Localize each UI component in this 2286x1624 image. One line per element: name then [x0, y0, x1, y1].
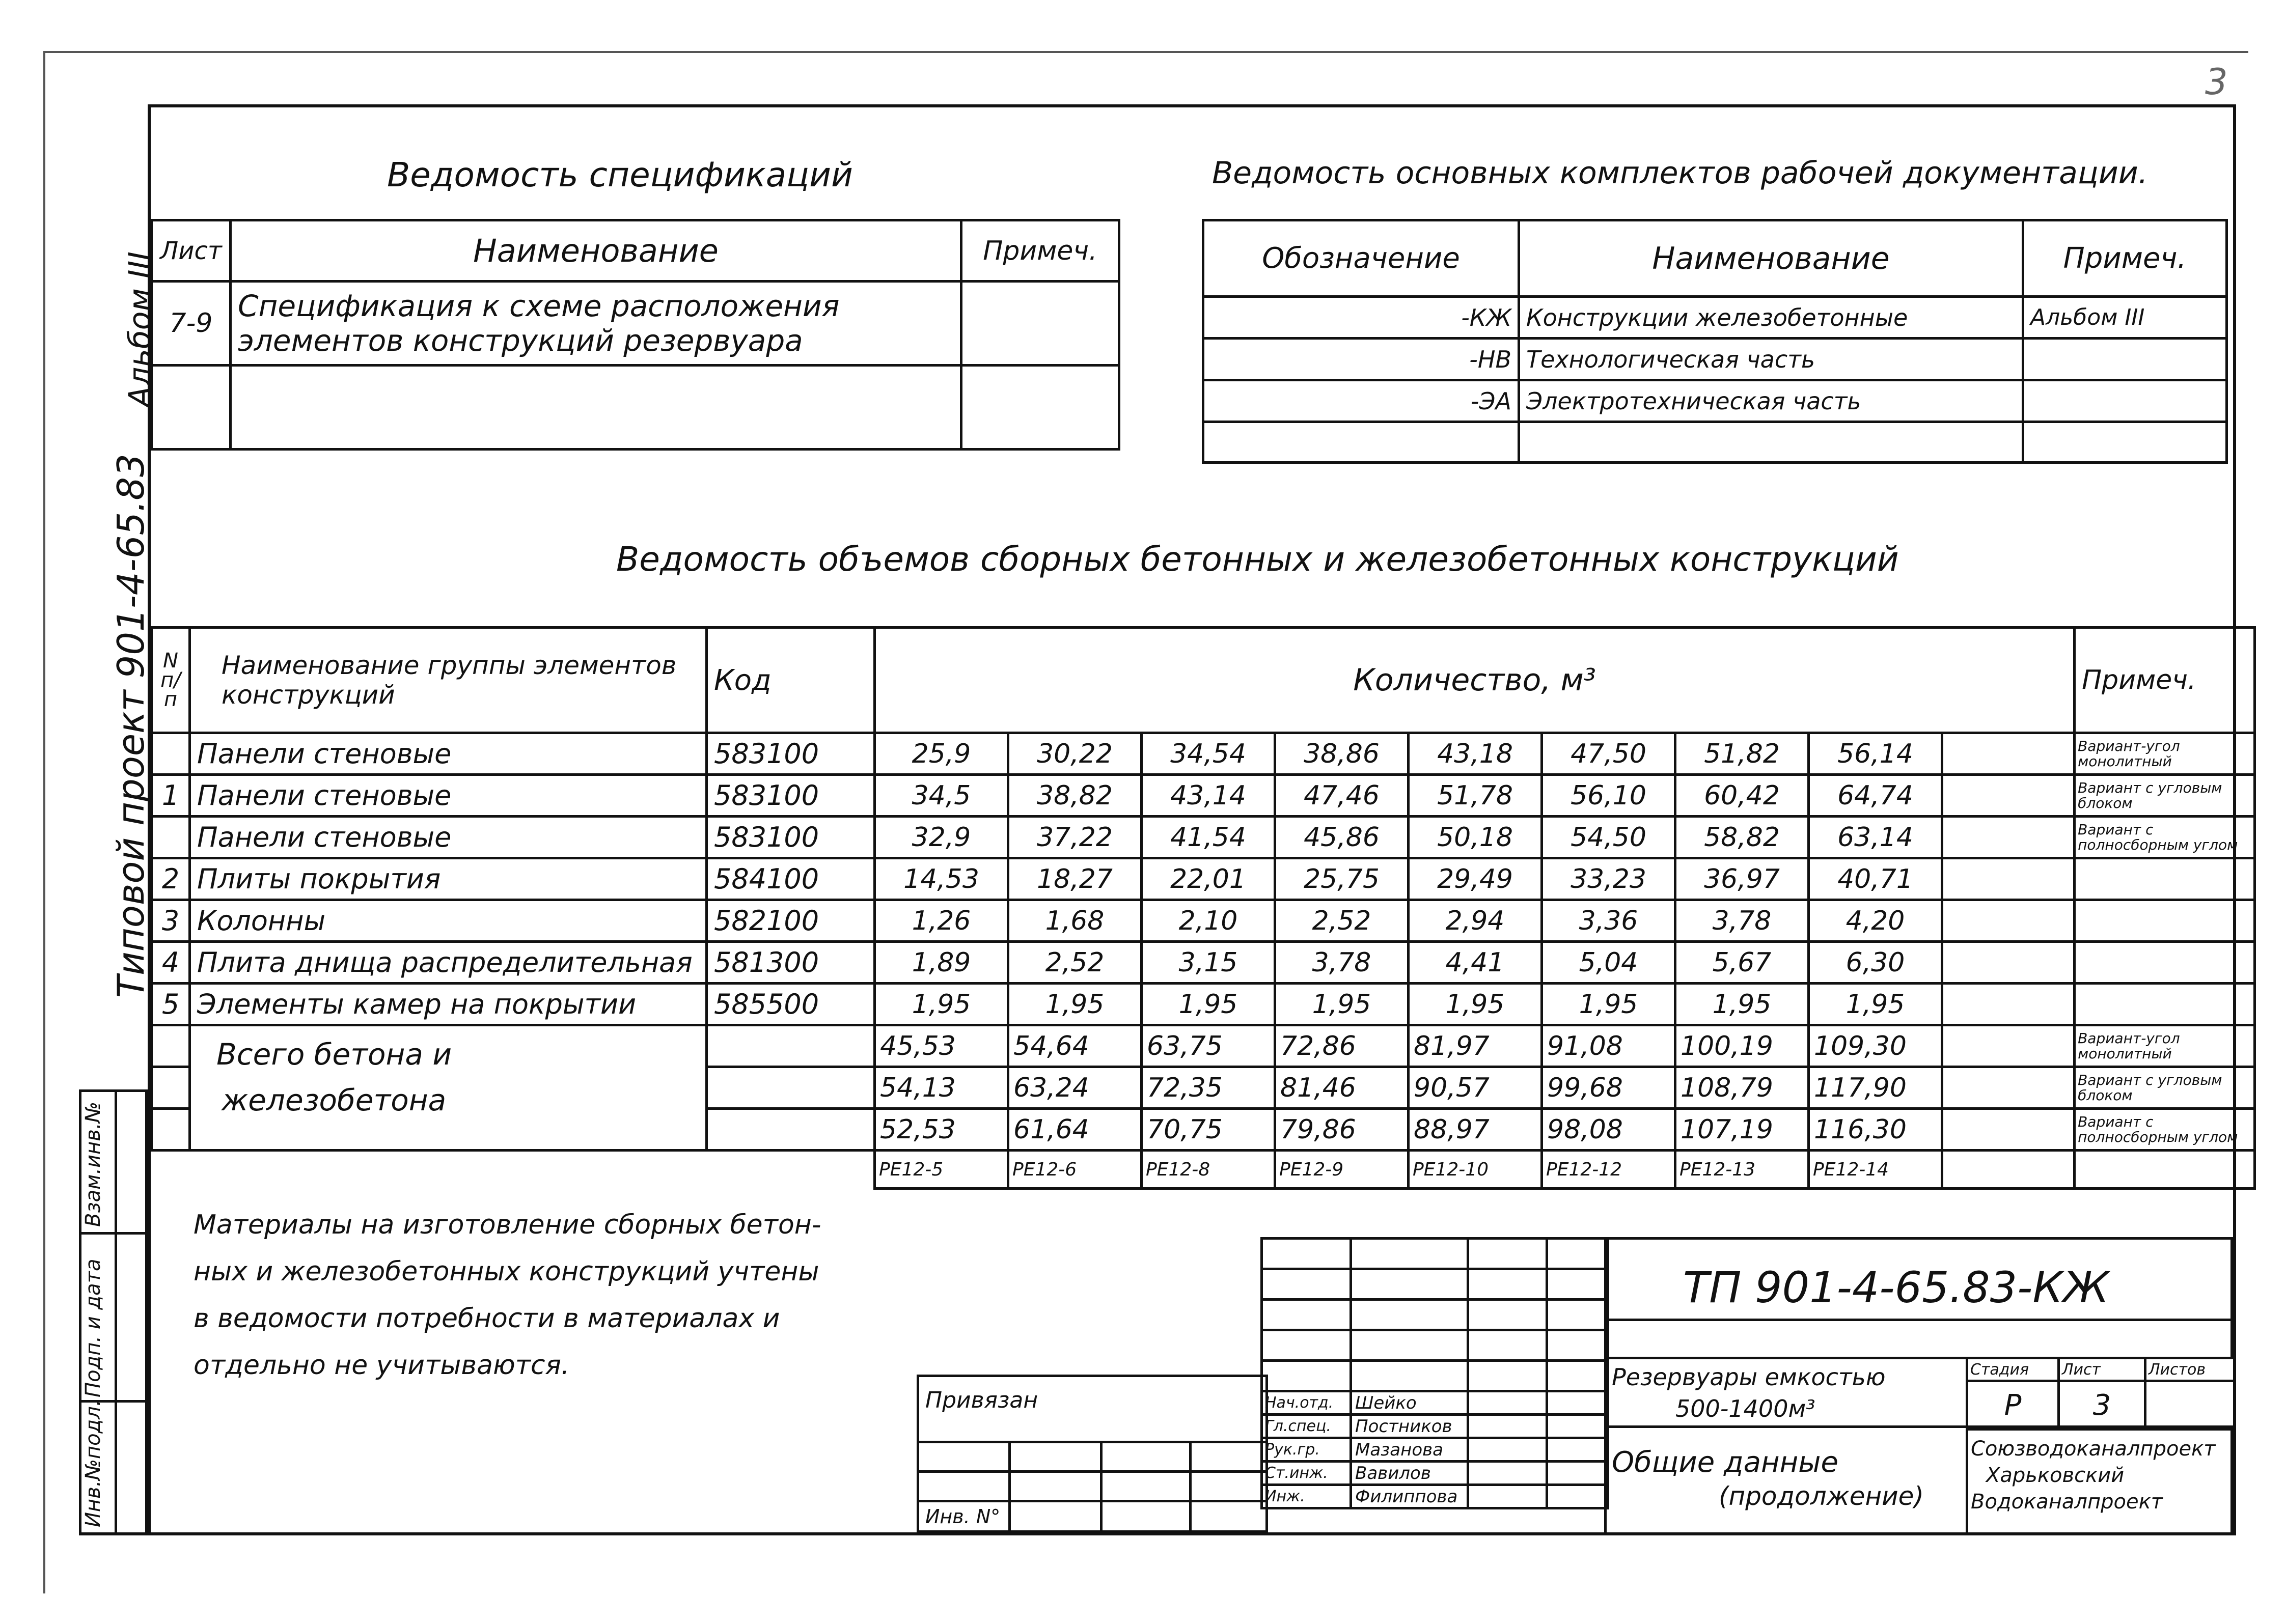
total-qty-cell: 52,53 — [875, 1109, 1008, 1151]
table-row — [152, 366, 1119, 450]
table-row — [152, 984, 2255, 1025]
total-qty-cell: 91,08 — [1542, 1025, 1675, 1067]
qty-cell: 1,95 — [1275, 984, 1409, 1025]
qty-cell: 41,54 — [1142, 817, 1275, 858]
docs-code-cell: -ЭА — [1203, 380, 1519, 422]
empty-cell — [1942, 817, 2075, 858]
qty-cell: 56,10 — [1542, 775, 1675, 817]
spec-header-sheet: Лист — [152, 220, 231, 282]
qty-cell: 1,95 — [1008, 984, 1142, 1025]
qty-cell: 56,14 — [1809, 733, 1942, 775]
empty-cell — [1942, 775, 2075, 817]
empty-cell — [1942, 733, 2075, 775]
table-row — [152, 733, 2255, 775]
row-code-cell: 584100 — [707, 858, 875, 900]
qty-cell: 43,18 — [1409, 733, 1542, 775]
qty-cell: 3,15 — [1142, 942, 1275, 984]
qty-cell: 4,20 — [1809, 900, 1942, 942]
docs-title: Ведомость основных комплектов рабочей документации. — [1212, 155, 2148, 191]
row-number-cell: 1 — [152, 775, 190, 817]
signature-cell — [1468, 1462, 1547, 1485]
total-qty-cell: 63,75 — [1142, 1025, 1275, 1067]
qty-cell: 2,52 — [1275, 900, 1409, 942]
vol-header-code: Код — [707, 628, 875, 733]
total-qty-cell: 107,19 — [1675, 1109, 1809, 1151]
spec-header-name: Наименование — [231, 220, 961, 282]
empty-cell — [1942, 942, 2075, 984]
qty-cell: 1,95 — [1542, 984, 1675, 1025]
table-row — [152, 282, 1119, 366]
docs-note-cell — [2023, 380, 2227, 422]
qty-cell: 5,67 — [1675, 942, 1809, 984]
date-cell — [1547, 1391, 1608, 1415]
spec-header-note: Примеч. — [961, 220, 1119, 282]
row-number-cell: 3 — [152, 900, 190, 942]
title-block — [1260, 1237, 2233, 1535]
empty-cell — [1942, 1025, 2075, 1067]
stage-value: Р — [1967, 1381, 2059, 1430]
total-note-cell: Вариант с полносборным углом — [2075, 1109, 2255, 1151]
inner-frame-top — [148, 104, 2233, 107]
total-qty-cell: 81,97 — [1409, 1025, 1542, 1067]
table-row — [152, 817, 2255, 858]
qty-cell: 5,04 — [1542, 942, 1675, 984]
qty-cell: 1,95 — [875, 984, 1008, 1025]
stamp-sign-label: Подп. и дата — [81, 1258, 105, 1397]
spec-name-cell — [231, 282, 961, 366]
signer-role: Рук.гр. — [1262, 1438, 1351, 1462]
qty-cell: 50,18 — [1409, 817, 1542, 858]
qty-cell: 34,54 — [1142, 733, 1275, 775]
stage-label: Стадия — [1967, 1358, 2059, 1381]
table-row — [152, 900, 2255, 942]
total-qty-cell: 99,68 — [1542, 1067, 1675, 1109]
qty-cell: 33,23 — [1542, 858, 1675, 900]
qty-cell: 40,71 — [1809, 858, 1942, 900]
table-row — [152, 858, 2255, 900]
total-row — [152, 1025, 2255, 1067]
signer-name: Шейко — [1351, 1391, 1468, 1415]
row-number-cell: 4 — [152, 942, 190, 984]
qty-cell: 1,95 — [1809, 984, 1942, 1025]
signer-role: Инж. — [1262, 1485, 1351, 1508]
object-line2: 500-1400м³ — [1675, 1395, 1815, 1422]
signer-role: Гл.спец. — [1262, 1415, 1351, 1438]
qty-cell: 63,14 — [1809, 817, 1942, 858]
qty-cell: 1,26 — [875, 900, 1008, 942]
row-note-cell — [2075, 858, 2255, 900]
row-code-cell: 583100 — [707, 817, 875, 858]
signature-grid — [1260, 1237, 1609, 1509]
date-cell — [1547, 1438, 1608, 1462]
signer-name: Вавилов — [1351, 1462, 1468, 1485]
materials-note-line: Материалы на изготовление сборных бетон- — [194, 1210, 821, 1240]
spec-note-cell — [961, 282, 1119, 366]
signer-role: Нач.отд. — [1262, 1391, 1351, 1415]
variant-cell: РЕ12-12 — [1542, 1151, 1675, 1189]
vol-header-num: N п/п — [152, 628, 190, 733]
total-qty-cell: 70,75 — [1142, 1109, 1275, 1151]
row-name-cell: Элементы камер на покрытии — [190, 984, 707, 1025]
project-label: Типовой проект 901-4-65.83 — [109, 454, 152, 998]
qty-cell: 58,82 — [1675, 817, 1809, 858]
sheets-label: Листов — [2145, 1358, 2235, 1381]
total-note-cell: Вариант с угловым блоком — [2075, 1067, 2255, 1109]
qty-cell: 64,74 — [1809, 775, 1942, 817]
row-number-cell: 2 — [152, 858, 190, 900]
org-line: Союзводоканалпроект — [1971, 1437, 2216, 1461]
sheet-name-line2: (продолжение) — [1719, 1481, 1924, 1511]
row-code-cell: 581300 — [707, 942, 875, 984]
sheet-name-line1: Общие данные — [1612, 1446, 1838, 1479]
qty-cell: 25,75 — [1275, 858, 1409, 900]
qty-cell: 38,82 — [1008, 775, 1142, 817]
row-code-cell: 582100 — [707, 900, 875, 942]
table-row — [1203, 422, 2227, 463]
total-note-cell: Вариант-угол монолитный — [2075, 1025, 2255, 1067]
variant-cell: РЕ12-9 — [1275, 1151, 1409, 1189]
table-row — [1203, 380, 2227, 422]
total-qty-cell: 117,90 — [1809, 1067, 1942, 1109]
qty-cell: 1,95 — [1675, 984, 1809, 1025]
qty-cell: 25,9 — [875, 733, 1008, 775]
signer-row — [1262, 1438, 1608, 1462]
empty-cell — [707, 1109, 875, 1151]
row-name-cell: Панели стеновые — [190, 733, 707, 775]
qty-cell: 3,78 — [1675, 900, 1809, 942]
table-row — [152, 942, 2255, 984]
org-name — [1971, 1436, 2216, 1515]
spec-name-line1: Спецификация к схеме расположения — [238, 289, 840, 323]
total-label-line2: железобетона — [222, 1083, 447, 1117]
signer-name: Филиппова — [1351, 1485, 1468, 1508]
date-cell — [1547, 1462, 1608, 1485]
row-code-cell: 583100 — [707, 733, 875, 775]
sheet-name-box — [1604, 1425, 1968, 1535]
table-row — [152, 775, 2255, 817]
left-stamp-divider — [115, 1089, 117, 1535]
signature-cell — [1468, 1391, 1547, 1415]
qty-cell: 14,53 — [875, 858, 1008, 900]
signer-row — [1262, 1415, 1608, 1438]
qty-cell: 1,89 — [875, 942, 1008, 984]
row-name-cell: Панели стеновые — [190, 817, 707, 858]
vol-header-qty: Количество, м³ — [875, 628, 2075, 733]
vol-header-name: Наименование группы элементов конструкций — [190, 628, 707, 733]
qty-cell: 29,49 — [1409, 858, 1542, 900]
spec-table — [150, 219, 1120, 451]
total-qty-cell: 81,46 — [1275, 1067, 1409, 1109]
total-qty-cell: 109,30 — [1809, 1025, 1942, 1067]
qty-cell: 6,30 — [1809, 942, 1942, 984]
docs-code-cell: -НВ — [1203, 339, 1519, 380]
spec-name-line2: элементов конструкций резервуара — [238, 323, 803, 358]
total-qty-cell: 72,35 — [1142, 1067, 1275, 1109]
doc-code-sub-box — [1604, 1319, 2233, 1359]
materials-note — [194, 1201, 821, 1389]
materials-note-line: в ведомости потребности в материалах и — [194, 1303, 780, 1334]
qty-cell: 22,01 — [1142, 858, 1275, 900]
row-note-cell: Вариант-угол монолитный — [2075, 733, 2255, 775]
empty-cell — [707, 1025, 875, 1067]
signature-cell — [1468, 1485, 1547, 1508]
spec-title: Ведомость спецификаций — [387, 155, 853, 194]
qty-cell: 30,22 — [1008, 733, 1142, 775]
docs-name-cell: Технологическая часть — [1519, 339, 2023, 380]
total-qty-cell: 45,53 — [875, 1025, 1008, 1067]
total-qty-cell: 90,57 — [1409, 1067, 1542, 1109]
variant-cell: РЕ12-5 — [875, 1151, 1008, 1189]
volumes-title: Ведомость объемов сборных бетонных и железобетонных конструкций — [616, 540, 1899, 579]
signer-row — [1262, 1485, 1608, 1508]
signer-row — [1262, 1391, 1608, 1415]
qty-cell: 43,14 — [1142, 775, 1275, 817]
table-row — [1203, 297, 2227, 339]
qty-cell: 36,97 — [1675, 858, 1809, 900]
empty-cell — [1942, 1109, 2075, 1151]
total-label-cell — [190, 1025, 707, 1151]
date-cell — [1547, 1485, 1608, 1508]
outer-frame-left — [43, 51, 45, 1593]
qty-cell: 51,82 — [1675, 733, 1809, 775]
docs-header-code: Обозначение — [1203, 220, 1519, 297]
sheet-label: Лист — [2059, 1358, 2145, 1381]
variants-row — [152, 1151, 2255, 1189]
row-name-cell: Колонны — [190, 900, 707, 942]
org-line: Водоканалпроект — [1971, 1490, 2163, 1514]
spec-sheet-cell: 7-9 — [152, 282, 231, 366]
empty-cell — [1942, 1067, 2075, 1109]
total-qty-cell: 61,64 — [1008, 1109, 1142, 1151]
page-corner-number: 3 — [2205, 61, 2228, 103]
qty-cell: 1,68 — [1008, 900, 1142, 942]
empty-cell — [1942, 984, 2075, 1025]
row-number-cell — [152, 817, 190, 858]
total-label-line1: Всего бетона и — [216, 1037, 452, 1072]
qty-cell: 2,52 — [1008, 942, 1142, 984]
row-number-cell — [152, 733, 190, 775]
volumes-table — [150, 626, 2256, 1190]
total-qty-cell: 88,97 — [1409, 1109, 1542, 1151]
variant-cell: РЕ12-14 — [1809, 1151, 1942, 1189]
qty-cell: 4,41 — [1409, 942, 1542, 984]
total-qty-cell: 63,24 — [1008, 1067, 1142, 1109]
qty-cell: 3,78 — [1275, 942, 1409, 984]
variant-cell: РЕ12-13 — [1675, 1151, 1809, 1189]
total-qty-cell: 98,08 — [1542, 1109, 1675, 1151]
sheet-no-value: 3 — [2059, 1381, 2145, 1430]
docs-name-cell: Конструкции железобетонные — [1519, 297, 2023, 339]
stamp-inv-label: Инв.№подл. — [81, 1399, 105, 1527]
empty-cell — [1942, 900, 2075, 942]
privyazan-label: Привязан — [918, 1376, 1267, 1442]
qty-cell: 34,5 — [875, 775, 1008, 817]
qty-cell: 2,10 — [1142, 900, 1275, 942]
total-qty-cell: 54,13 — [875, 1067, 1008, 1109]
qty-cell: 47,50 — [1542, 733, 1675, 775]
qty-cell: 18,27 — [1008, 858, 1142, 900]
signer-name: Постников — [1351, 1415, 1468, 1438]
row-number-cell: 5 — [152, 984, 190, 1025]
table-row — [1203, 339, 2227, 380]
row-name-cell: Плита днища распределительная — [190, 942, 707, 984]
row-name-cell: Панели стеновые — [190, 775, 707, 817]
variant-cell: РЕ12-8 — [1142, 1151, 1275, 1189]
qty-cell: 1,95 — [1142, 984, 1275, 1025]
docs-note-cell — [2023, 339, 2227, 380]
docs-code-cell: -КЖ — [1203, 297, 1519, 339]
signer-row — [1262, 1462, 1608, 1485]
total-qty-cell: 108,79 — [1675, 1067, 1809, 1109]
materials-note-line: ных и железобетонных конструкций учтены — [194, 1256, 819, 1287]
row-code-cell: 583100 — [707, 775, 875, 817]
docs-name-cell: Электротехническая часть — [1519, 380, 2023, 422]
privyazan-grid — [917, 1375, 1268, 1533]
docs-table — [1202, 219, 2228, 464]
docs-note-cell: Альбом III — [2023, 297, 2227, 339]
row-note-cell — [2075, 900, 2255, 942]
row-note-cell: Вариант с угловым блоком — [2075, 775, 2255, 817]
empty-cell — [707, 1067, 875, 1109]
row-name-cell: Плиты покрытия — [190, 858, 707, 900]
total-qty-cell: 79,86 — [1275, 1109, 1409, 1151]
signer-name: Мазанова — [1351, 1438, 1468, 1462]
total-qty-cell: 100,19 — [1675, 1025, 1809, 1067]
total-qty-cell: 54,64 — [1008, 1025, 1142, 1067]
row-code-cell: 585500 — [707, 984, 875, 1025]
empty-cell — [152, 1109, 190, 1151]
qty-cell: 54,50 — [1542, 817, 1675, 858]
qty-cell: 38,86 — [1275, 733, 1409, 775]
variant-cell: РЕ12-10 — [1409, 1151, 1542, 1189]
qty-cell: 47,46 — [1275, 775, 1409, 817]
qty-cell: 51,78 — [1409, 775, 1542, 817]
left-stamp-row-line — [79, 1232, 148, 1235]
qty-cell: 60,42 — [1675, 775, 1809, 817]
qty-cell: 1,95 — [1409, 984, 1542, 1025]
empty-cell — [152, 1067, 190, 1109]
signature-cell — [1468, 1438, 1547, 1462]
inv-label: Инв. N° — [918, 1501, 1010, 1532]
outer-frame-top — [43, 51, 2248, 53]
variant-cell: РЕ12-6 — [1008, 1151, 1142, 1189]
docs-header-name: Наименование — [1519, 220, 2023, 297]
row-note-cell — [2075, 984, 2255, 1025]
vol-header-note: Примеч. — [2075, 628, 2255, 733]
total-qty-cell: 72,86 — [1275, 1025, 1409, 1067]
doc-code: ТП 901-4-65.83-КЖ — [1683, 1263, 2109, 1312]
qty-cell: 3,36 — [1542, 900, 1675, 942]
date-cell — [1547, 1415, 1608, 1438]
materials-note-line: отдельно не учитываются. — [194, 1350, 570, 1381]
org-line: Харьковский — [1986, 1464, 2125, 1487]
signer-role: Ст.инж. — [1262, 1462, 1351, 1485]
qty-cell: 32,9 — [875, 817, 1008, 858]
qty-cell: 2,94 — [1409, 900, 1542, 942]
qty-cell: 37,22 — [1008, 817, 1142, 858]
object-line1: Резервуары емкостью — [1612, 1363, 1886, 1391]
album-label: Альбом III — [122, 251, 158, 407]
stage-grid — [1966, 1357, 2236, 1431]
stamp-replace-label: Взам.инв.№ — [81, 1101, 105, 1227]
row-note-cell: Вариант с полносборным углом — [2075, 817, 2255, 858]
total-qty-cell: 116,30 — [1809, 1109, 1942, 1151]
empty-cell — [1942, 858, 2075, 900]
signature-cell — [1468, 1415, 1547, 1438]
row-note-cell — [2075, 942, 2255, 984]
docs-header-note: Примеч. — [2023, 220, 2227, 297]
empty-cell — [152, 1025, 190, 1067]
qty-cell: 45,86 — [1275, 817, 1409, 858]
